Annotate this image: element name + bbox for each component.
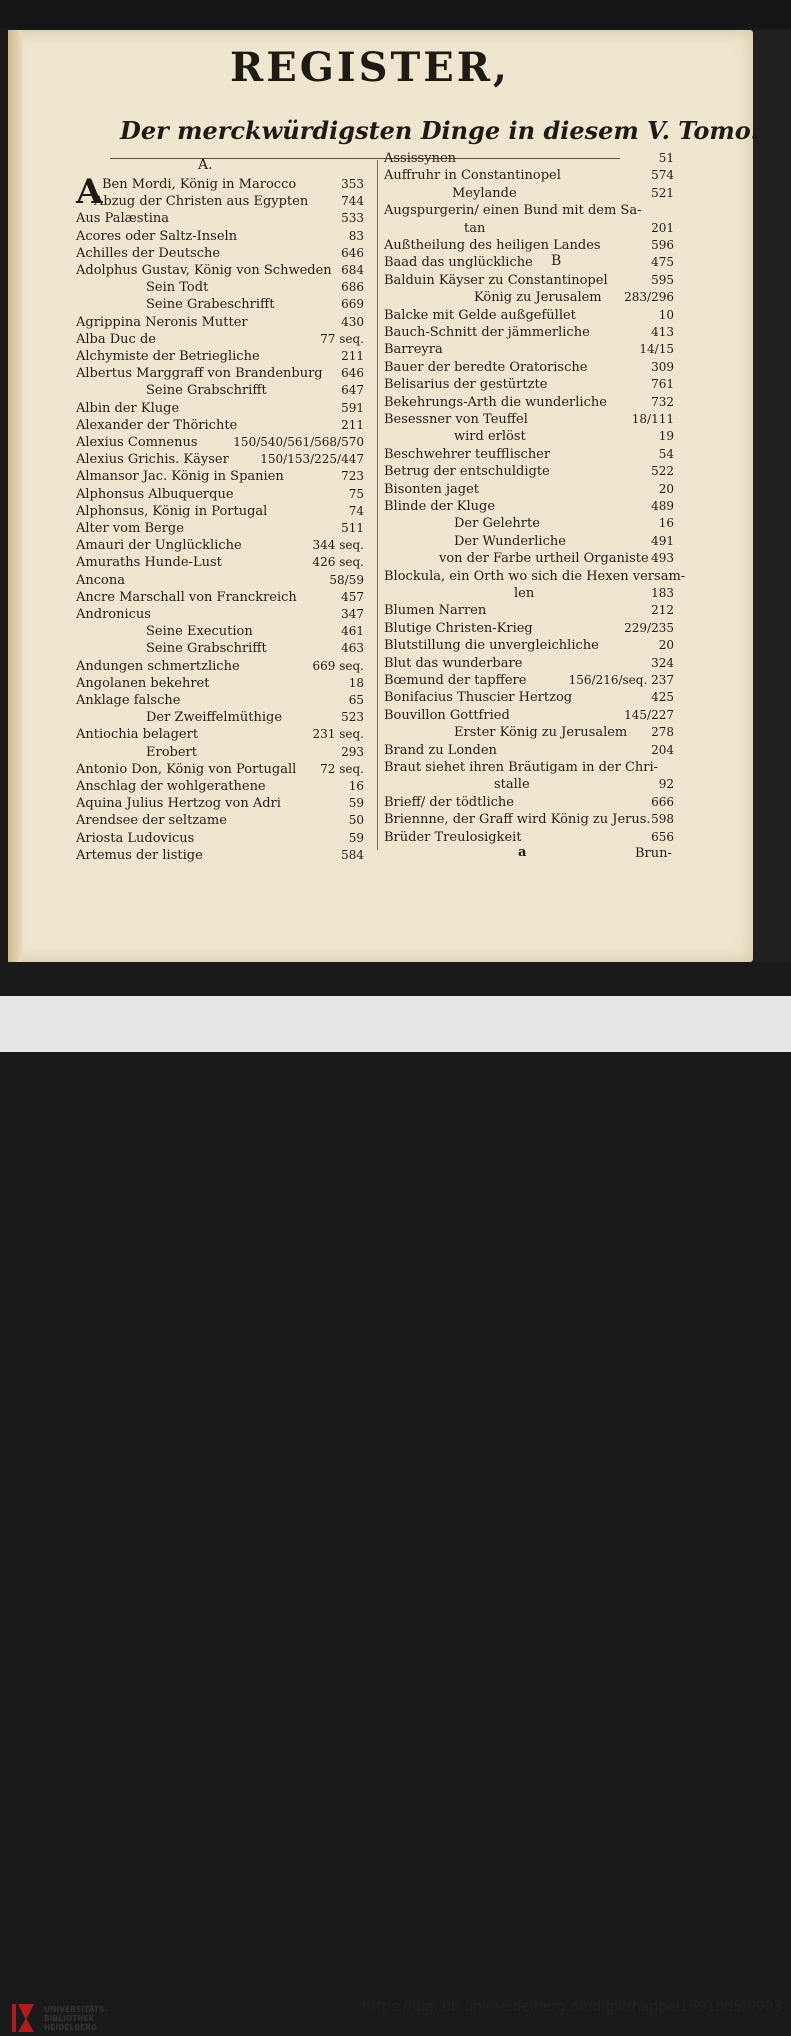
index-entry <box>76 589 364 606</box>
entry-term: Aus Palæstina <box>76 211 170 227</box>
entry-page: 309 <box>651 359 674 374</box>
index-entry <box>384 776 674 793</box>
index-entry <box>384 428 674 445</box>
entry-page: 59 <box>348 830 364 845</box>
entry-page: 463 <box>341 641 364 656</box>
index-entry <box>384 167 674 184</box>
index-entry <box>76 365 364 382</box>
index-entry <box>76 382 364 399</box>
entry-term: Almansor Jac. König in Spanien <box>76 469 284 485</box>
entry-term: König zu Jerusalem <box>474 290 602 306</box>
index-entry <box>76 795 364 812</box>
entry-term: Seine Grabschrifft <box>146 641 267 657</box>
entry-term: Artemus der listige <box>76 847 203 863</box>
index-entry <box>76 572 364 589</box>
entry-page: 74 <box>348 503 364 518</box>
entry-term: Ariosta Ludovicus <box>76 830 195 846</box>
library-name <box>44 2005 107 2032</box>
entry-page: 353 <box>341 177 364 191</box>
index-entry <box>384 481 674 498</box>
entry-page: 656 <box>651 829 674 844</box>
index-entry <box>76 193 364 210</box>
index-entry <box>384 829 674 846</box>
entry-term: Blutige Christen-Krieg <box>384 620 533 636</box>
entry-page: 669 <box>341 297 364 312</box>
index-entry <box>384 324 674 341</box>
entry-page: 732 <box>651 394 674 409</box>
entry-page: 92 <box>658 777 674 792</box>
index-entry <box>384 759 674 776</box>
entry-term: Abzug der Christen aus Egypten <box>94 194 309 210</box>
entry-term: Beschwehrer teufflischer <box>384 446 551 462</box>
entry-term: Brand zu Londen <box>384 742 497 758</box>
index-entry <box>76 761 364 778</box>
entry-term: Anklage falsche <box>76 693 181 708</box>
entry-term: Agrippina Neronis Mutter <box>76 314 248 330</box>
entry-page: 521 <box>651 185 674 200</box>
entry-page: 293 <box>341 744 364 759</box>
entry-term: Der Zweiffelmüthige <box>146 710 283 726</box>
index-entry <box>384 202 674 219</box>
entry-page: 145/227 <box>624 707 674 722</box>
index-entry <box>76 537 364 554</box>
entry-term: Erobert <box>146 744 197 760</box>
index-entry <box>384 411 674 428</box>
index-entry <box>76 245 364 262</box>
entry-page: 283/296 <box>624 290 674 305</box>
page-subtitle: Der merckwürdigsten Dinge in diesem V. Tomo. <box>120 116 759 145</box>
entry-page: 58/59 <box>329 572 364 587</box>
entry-page: 344 seq. <box>312 538 364 553</box>
entry-term: Andronicus <box>76 607 151 622</box>
index-entry <box>76 486 364 503</box>
index-entry <box>76 830 364 847</box>
index-entry <box>384 272 674 289</box>
entry-term: wird erlöst <box>454 429 526 445</box>
entry-term: Briennne, der Graff wird König zu Jerus. <box>384 812 651 828</box>
signature-mark: a <box>518 845 527 860</box>
entry-page: 523 <box>341 710 364 725</box>
entry-term: Alter vom Berge <box>76 521 184 536</box>
entry-term: Andungen schmertzliche <box>76 658 240 674</box>
entry-page: 54 <box>658 446 674 461</box>
drop-cap: A <box>76 172 103 212</box>
entry-term: tan <box>464 220 486 236</box>
index-entry <box>76 468 364 485</box>
entry-term: Ben Mordi, König in Marocco <box>102 177 297 192</box>
entry-page: 425 <box>651 690 674 705</box>
entry-term: von der Farbe urtheil Organiste <box>439 551 649 567</box>
right-margin <box>753 30 791 962</box>
entry-page: 430 <box>341 314 364 329</box>
entry-page: 489 <box>651 499 674 513</box>
index-entry <box>384 185 674 202</box>
library-logo-icon <box>10 2000 38 2036</box>
entry-page: 647 <box>341 383 364 398</box>
index-entry <box>384 289 674 306</box>
entry-term: stalle <box>494 777 530 793</box>
entry-term: Bekehrungs-Arth die wunderliche <box>384 394 607 410</box>
entry-term: Angolanen bekehret <box>76 675 210 691</box>
entry-page: 646 <box>341 366 364 381</box>
entry-page: 584 <box>341 847 364 862</box>
index-entry <box>384 376 674 393</box>
entry-term: Ancre Marschall von Franckreich <box>76 589 297 605</box>
entry-term: Bisonten jaget <box>384 481 480 497</box>
entry-term: Barreyra <box>384 342 443 358</box>
entry-page: 229/235 <box>624 620 674 635</box>
index-entry <box>384 550 674 567</box>
entry-page: 744 <box>341 194 364 209</box>
entry-page: 20 <box>658 481 674 496</box>
index-entry <box>76 296 364 313</box>
entry-page: 591 <box>341 400 364 415</box>
index-entry <box>76 658 364 675</box>
entry-term: Blinde der Kluge <box>384 499 496 514</box>
entry-term: Braut siehet ihren Bräutigam in der Chri- <box>384 760 659 775</box>
entry-term: Anschlag der wohlgerathene <box>76 779 266 794</box>
index-entry <box>76 812 364 829</box>
entry-page: 183 <box>651 586 674 600</box>
index-entry <box>76 400 364 417</box>
library-line-3: HEIDELBERG <box>44 2023 98 2032</box>
index-entry <box>384 446 674 463</box>
index-entry <box>384 811 674 828</box>
index-entry <box>384 341 674 358</box>
entry-term: Albertus Marggraff von Brandenburg <box>76 366 323 382</box>
entry-page: 59 <box>348 796 364 811</box>
entry-page: 77 seq. <box>320 331 364 346</box>
index-entry <box>76 279 364 296</box>
entry-term: Bouvillon Gottfried <box>384 707 510 723</box>
entry-page: 212 <box>651 603 674 618</box>
entry-term: Erster König zu Jerusalem <box>454 725 628 741</box>
index-entry <box>384 655 674 672</box>
entry-term: Blut das wunderbare <box>384 655 523 671</box>
index-entry <box>384 463 674 480</box>
index-entry <box>76 262 364 279</box>
page-spine <box>8 30 22 962</box>
entry-page: 723 <box>341 469 364 484</box>
index-entry <box>76 847 364 864</box>
entry-term: Alchymiste der Betriegliche <box>76 349 260 364</box>
entry-term: Acores oder Saltz-Inseln <box>76 228 238 244</box>
entry-term: Bauch-Schnitt der jämmerliche <box>384 325 590 340</box>
entry-term: Alexander der Thörichte <box>76 417 238 433</box>
entry-page: 201 <box>651 220 674 235</box>
entry-term: Augspurgerin/ einen Bund mit dem Sa- <box>384 203 642 219</box>
footer-bar <box>0 996 791 2032</box>
entry-term: Amauri der Unglückliche <box>76 538 242 554</box>
entry-page: 16 <box>348 779 364 793</box>
index-entry <box>76 640 364 657</box>
section-letter-a: A. <box>198 157 213 173</box>
index-entry <box>76 503 364 520</box>
entry-term: Antiochia belagert <box>76 727 199 743</box>
index-entry <box>76 520 364 537</box>
entry-term: Alphonsus, König in Portugal <box>76 503 268 519</box>
index-entry <box>76 709 364 726</box>
entry-page: 761 <box>651 377 674 392</box>
index-entry <box>76 606 364 623</box>
index-entry <box>76 210 364 227</box>
index-entry <box>384 707 674 724</box>
entry-term: Sein Todt <box>146 280 209 296</box>
index-entry <box>76 692 364 709</box>
entry-page: 75 <box>348 486 364 501</box>
entry-page: 14/15 <box>639 342 674 357</box>
entry-page: 491 <box>651 533 674 548</box>
library-line-1: UNIVERSITÄTS- <box>44 2005 108 2014</box>
entry-term: Alphonsus Albuquerque <box>76 486 234 502</box>
top-bar <box>0 0 791 28</box>
entry-term: Seine Execution <box>146 624 253 640</box>
entry-term: Baad das unglückliche <box>384 255 533 271</box>
entry-term: Aquina Julius Hertzog von Adri <box>76 796 281 812</box>
index-entry <box>76 417 364 434</box>
entry-term: Seine Grabschrifft <box>146 383 267 399</box>
entry-page: 669 seq. <box>312 658 364 673</box>
entry-term: Brüder Treulosigkeit <box>384 829 522 845</box>
entry-term: Brieff/ der tödtliche <box>384 794 514 810</box>
entry-page: 18/111 <box>631 412 674 426</box>
entry-term: Ancona <box>76 572 125 588</box>
index-entry <box>384 742 674 759</box>
entry-page: 598 <box>651 812 674 827</box>
index-entry <box>76 228 364 245</box>
index-entry <box>384 689 674 706</box>
entry-term: Balcke mit Gelde außgefüllet <box>384 307 576 323</box>
entry-term: Amuraths Hunde-Lust <box>76 555 222 571</box>
entry-page: 684 <box>341 263 364 277</box>
index-entry <box>76 778 364 795</box>
index-entry <box>384 394 674 411</box>
entry-page: 51 <box>658 151 674 165</box>
index-entry <box>384 794 674 811</box>
index-entry <box>384 359 674 376</box>
index-entry <box>76 451 364 468</box>
page-title: REGISTER, <box>230 44 510 91</box>
index-entry <box>76 744 364 761</box>
entry-page: 16 <box>658 516 674 531</box>
entry-term: Albin der Kluge <box>76 400 180 416</box>
entry-term: Meylande <box>452 185 517 201</box>
entry-page: 461 <box>341 624 364 639</box>
entry-term: Blutstillung die unvergleichliche <box>384 638 599 654</box>
index-entry <box>76 726 364 743</box>
index-entry <box>76 176 364 193</box>
catchword: Brun- <box>635 846 672 861</box>
entry-page: 72 seq. <box>320 761 364 776</box>
entry-page: 50 <box>348 813 364 828</box>
entry-page: 19 <box>658 429 674 444</box>
entry-page: 574 <box>651 168 674 183</box>
entry-page: 347 <box>341 607 364 621</box>
entry-page: 511 <box>341 521 364 535</box>
entry-page: 596 <box>651 238 674 252</box>
entry-page: 595 <box>651 272 674 287</box>
index-entry <box>384 568 686 585</box>
entry-term: len <box>514 586 535 601</box>
entry-term: Bonifacius Thuscier Hertzog <box>384 690 573 706</box>
entry-term: Belisarius der gestürtzte <box>384 377 548 393</box>
index-entry <box>384 498 674 515</box>
index-entry <box>384 254 674 271</box>
entry-page: 18 <box>348 675 364 690</box>
library-line-2: BIBLIOTHEK <box>44 2014 95 2023</box>
index-entry <box>76 554 364 571</box>
entry-page: 324 <box>651 655 674 670</box>
entry-page: 211 <box>341 349 364 363</box>
entry-page: 426 seq. <box>312 555 364 570</box>
entry-term: Alba Duc de <box>76 331 156 347</box>
entry-page: 457 <box>341 589 364 604</box>
index-entry <box>76 331 364 348</box>
entry-term: Bauer der beredte Oratorische <box>384 359 588 375</box>
bottom-bar <box>0 962 791 996</box>
index-entry <box>384 724 674 741</box>
entry-page: 83 <box>348 228 364 243</box>
column-divider <box>377 160 378 850</box>
index-entry <box>384 150 674 167</box>
entry-term: Alexius Comnenus <box>76 435 198 450</box>
entry-page: 65 <box>348 693 364 707</box>
entry-term: Seine Grabeschrifft <box>146 297 275 313</box>
entry-page: 231 seq. <box>312 727 364 742</box>
entry-page: 20 <box>658 638 674 653</box>
index-entry <box>76 675 364 692</box>
entry-term: Bœmund der tapffere <box>384 673 527 688</box>
entry-page: 413 <box>651 325 674 339</box>
entry-term: Alexius Grichis. Käyser <box>76 452 229 468</box>
index-entry <box>76 434 364 451</box>
entry-page: 204 <box>651 742 674 757</box>
index-entry <box>76 314 364 331</box>
entry-term: Betrug der entschuldigte <box>384 464 550 480</box>
index-entry <box>384 515 674 532</box>
entry-term: Besessner von Teuffel <box>384 412 528 427</box>
entry-term: Assissynen <box>384 151 457 166</box>
entry-page: 533 <box>341 211 364 226</box>
entry-page: 493 <box>651 551 674 566</box>
entry-page: 10 <box>658 307 674 322</box>
entry-term: Auffruhr in Constantinopel <box>384 168 561 184</box>
entry-page: 686 <box>341 280 364 295</box>
index-entry <box>384 237 674 254</box>
entry-page: 150/153/225/447 <box>260 452 364 467</box>
index-entry <box>384 672 674 689</box>
index-entry <box>384 307 674 324</box>
entry-term: Balduin Käyser zu Constantinopel <box>384 272 608 288</box>
index-entry <box>384 533 674 550</box>
entry-page: 211 <box>341 417 364 432</box>
index-entry <box>76 623 364 640</box>
entry-page: 666 <box>651 794 674 809</box>
entry-page: 522 <box>651 464 674 479</box>
entry-term: Achilles der Deutsche <box>76 245 221 261</box>
index-entry <box>384 220 674 237</box>
entry-term: Der Gelehrte <box>454 516 540 532</box>
entry-term: Arendsee der seltzame <box>76 813 227 829</box>
entry-page: 646 <box>341 245 364 260</box>
index-entry <box>384 620 674 637</box>
index-entry <box>384 585 674 602</box>
entry-page: 156/216/seq. 237 <box>568 673 674 687</box>
entry-page: 150/540/561/568/570 <box>233 435 364 449</box>
entry-term: Der Wunderliche <box>454 533 566 549</box>
entry-term: Außtheilung des heiligen Landes <box>384 238 601 253</box>
index-entry <box>384 602 674 619</box>
index-entry <box>384 637 674 654</box>
section-letter-b: B <box>551 253 562 269</box>
index-entry <box>76 348 364 365</box>
source-url[interactable]: https://digi.ub.uni-heidelberg.de/diglit/happel1691bd5/0903 <box>362 1999 783 2015</box>
entry-term: Antonio Don, König von Portugall <box>76 761 297 777</box>
entry-term: Blockula, ein Orth wo sich die Hexen versam- <box>384 568 686 584</box>
entry-term: Adolphus Gustav, König von Schweden <box>76 263 332 278</box>
entry-page: 278 <box>651 725 674 740</box>
entry-page: 475 <box>651 255 674 270</box>
entry-term: Blumen Narren <box>384 603 487 619</box>
